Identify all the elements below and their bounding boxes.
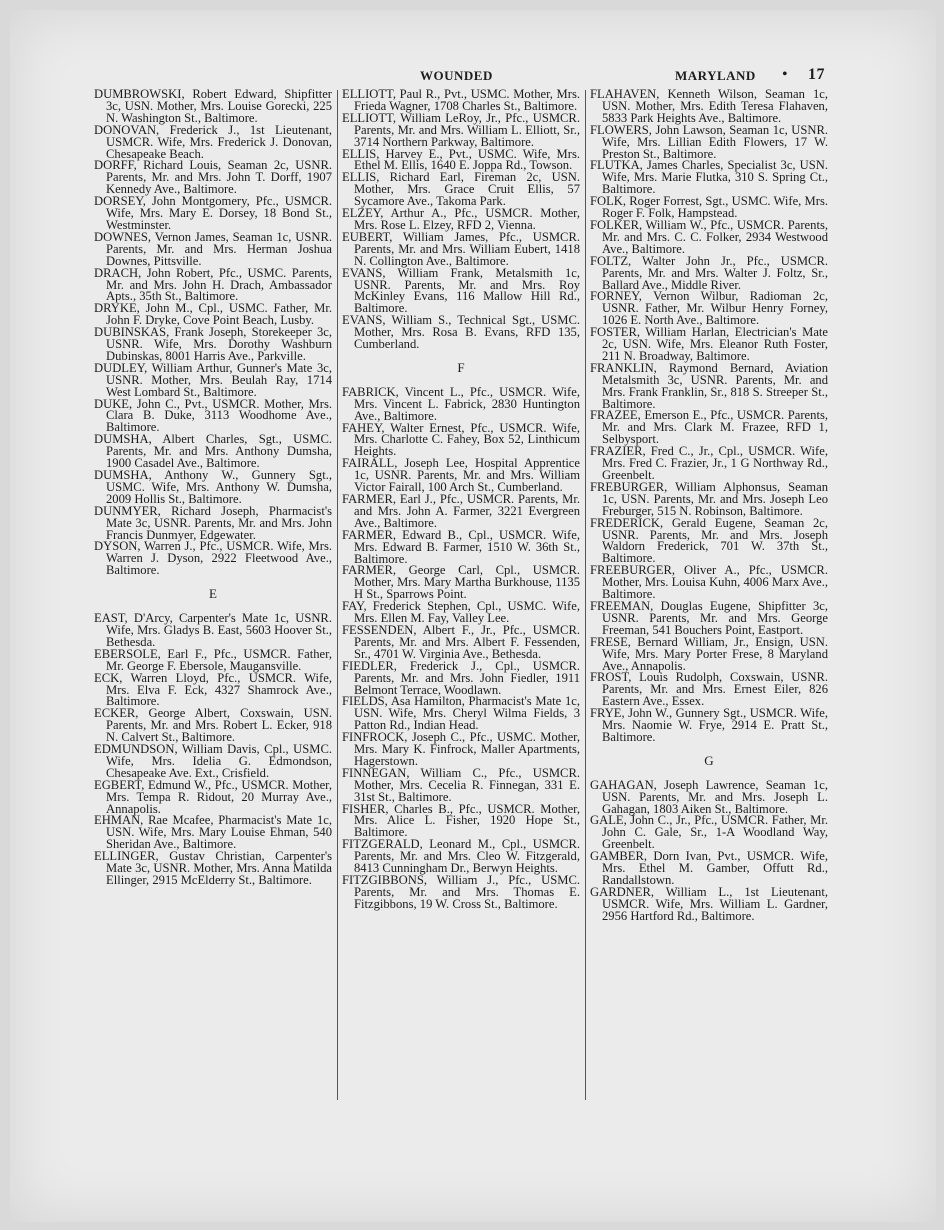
column-3 [590, 89, 828, 923]
casualty-entry: FIEDLER, Frederick J., Cpl., USMCR. Parents, Mr. and Mrs. John Fiedler, 1911 Belmont Terrace, Woodlawn. [342, 658, 580, 697]
casualty-entry: EGBERT, Edmund W., Pfc., USMCR. Mother, Mrs. Tempa R. Ridout, 20 Murray Ave., Annapolis. [94, 777, 332, 816]
casualty-entry: FOLTZ, Walter John Jr., Pfc., USMCR. Parents, Mr. and Mrs. Walter J. Foltz, Sr., Ballard Ave., Middle River. [590, 253, 828, 292]
casualty-entry: EVANS, William S., Technical Sgt., USMC. Mother, Mrs. Rosa B. Evans, RFD 135, Cumberland. [342, 313, 580, 352]
casualty-entry: DUKE, John C., Pvt., USMCR. Mother, Mrs. Clara B. Duke, 3113 Woodhome Ave., Baltimore. [94, 396, 332, 435]
casualty-entry: DOWNES, Vernon James, Seaman 1c, USNR. Parents, Mr. and Mrs. Herman Joshua Downes, Pittsville. [94, 229, 332, 268]
casualty-entry: ELLIOTT, William LeRoy, Jr., Pfc., USMCR. Parents, Mr. and Mrs. William L. Elliott, Sr., 3714 Northern Parkway, Baltimore. [342, 110, 580, 149]
casualty-entry: DUMSHA, Albert Charles, Sgt., USMC. Parents, Mr. and Mrs. Anthony Dumsha, 1900 Casadel Ave., Baltimore. [94, 432, 332, 471]
casualty-entry: FREBURGER, William Alphonsus, Seaman 1c, USN. Parents, Mr. and Mrs. Joseph Leo Freburger, 515 N. Robinson, Baltimore. [590, 479, 828, 518]
casualty-entry: EDMUNDSON, William Davis, Cpl., USMC. Wife, Mrs. Idelia G. Edmondson, Chesapeake Ave. Ext., Crisfield. [94, 742, 332, 780]
casualty-entry: FAY, Frederick Stephen, Cpl., USMC. Wife, Mrs. Ellen M. Fay, Valley Lee. [342, 599, 580, 626]
casualty-entry: FAIRALL, Joseph Lee, Hospital Apprentice 1c, USNR. Parents, Mr. and Mrs. William Victor Fairall, 100 Arch St., Cumberland. [342, 456, 580, 495]
casualty-entry: EUBERT, William James, Pfc., USMCR. Parents, Mr. and Mrs. William Eubert, 1418 N. Collington Ave., Baltimore. [342, 229, 580, 268]
casualty-entry: FINFROCK, Joseph C., Pfc., USMC. Mother, Mrs. Mary K. Finfrock, Maller Apartments, Hagerstown. [342, 730, 580, 768]
casualty-entry: FOLK, Roger Forrest, Sgt., USMC. Wife, Mrs. Roger F. Folk, Hampstead. [590, 194, 828, 221]
casualty-entry: GALE, John C., Jr., Pfc., USMCR. Father, Mr. John C. Gale, Sr., 1-A Woodland Way, Greenbelt. [590, 813, 828, 852]
casualty-entry: ELZEY, Arthur A., Pfc., USMCR. Mother, Mrs. Rose L. Elzey, RFD 2, Vienna. [342, 206, 580, 232]
casualty-entry: DONOVAN, Frederick J., 1st Lieutenant, USMCR. Wife, Mrs. Frederick J. Donovan, Chesapeake Beach. [94, 122, 332, 161]
state-name: MARYLAND [675, 68, 756, 83]
casualty-entry: FISHER, Charles B., Pfc., USMCR. Mother, Mrs. Alice L. Fisher, 1920 Hope St., Baltimore. [342, 801, 580, 840]
casualty-entry: DYSON, Warren J., Pfc., USMCR. Wife, Mrs. Warren J. Dyson, 2922 Fleetwood Ave., Baltimore. [94, 539, 332, 578]
casualty-entry: GAMBER, Dorn Ivan, Pvt., USMCR. Wife, Mrs. Ethel M. Gamber, Offutt Rd., Randallstown. [590, 849, 828, 887]
casualty-entry: FARMER, George Carl, Cpl., USMCR. Mother, Mrs. Mary Martha Burkhouse, 1135 H St., Sparrows Point. [342, 563, 580, 602]
casualty-entry: FOSTER, William Harlan, Electrician's Mate 2c, USN. Wife, Mrs. Eleanor Ruth Foster, 211 N. Broadway, Baltimore. [590, 325, 828, 363]
page-header [10, 66, 936, 88]
casualty-entry: FAHEY, Walter Ernest, Pfc., USMCR. Wife, Mrs. Charlotte C. Fahey, Box 52, Linthicum Heights. [342, 420, 580, 459]
casualty-entry: ELLIS, Richard Earl, Fireman 2c, USN. Mother, Mrs. Grace Cruit Ellis, 57 Sycamore Ave., Takoma Park. [342, 170, 580, 209]
casualty-entry: FOLKER, William W., Pfc., USMCR. Parents, Mr. and Mrs. C. C. Folker, 2934 Westwood Ave., Baltimore. [590, 217, 828, 256]
document-page [10, 10, 936, 1222]
casualty-entry: DUMBROWSKI, Robert Edward, Shipfitter 3c, USN. Mother, Mrs. Louise Gorecki, 225 N. Washington St., Baltimore. [94, 87, 332, 125]
section-letter: G [704, 752, 714, 768]
casualty-entry: FITZGIBBONS, William J., Pfc., USMC. Parents, Mr. and Mrs. Thomas E. Fitzgibbons, 19 W. Cross St., Baltimore. [342, 873, 580, 911]
header-bullet: • [782, 66, 789, 83]
casualty-entry: FLOWERS, John Lawson, Seaman 1c, USNR. Wife, Mrs. Lillian Edith Flowers, 17 W. Preston St., Baltimore. [590, 122, 828, 161]
casualty-entry: FINNEGAN, William C., Pfc., USMCR. Mother, Mrs. Cecelia R. Finnegan, 331 E. 31st St., Baltimore. [342, 765, 580, 804]
casualty-entry: FROST, Louis Rudolph, Coxswain, USNR. Parents, Mr. and Mrs. Ernest Eiler, 826 Eastern Ave., Essex. [590, 670, 828, 709]
casualty-entry: EHMAN, Rae Mcafee, Pharmacist's Mate 1c, USN. Wife, Mrs. Mary Louise Ehman, 540 Sheridan Ave., Baltimore. [94, 813, 332, 852]
casualty-entry: FREEMAN, Douglas Eugene, Shipfitter 3c, USNR. Parents, Mr. and Mrs. George Freeman, 541 Bouchers Point, Eastport. [590, 598, 828, 637]
casualty-entry: FREEBURGER, Oliver A., Pfc., USMCR. Mother, Mrs. Louisa Kuhn, 4006 Marx Ave., Baltimore. [590, 563, 828, 602]
casualty-entry: FORNEY, Vernon Wilbur, Radioman 2c, USNR. Father, Mr. Wilbur Henry Forney, 1026 E. North Ave., Baltimore. [590, 289, 828, 328]
casualty-entry: FRAZIER, Fred C., Jr., Cpl., USMCR. Wife, Mrs. Fred C. Frazier, Jr., 1 G Northway Rd., Greenbelt. [590, 444, 828, 482]
casualty-entry: DRYKE, John M., Cpl., USMC. Father, Mr. John F. Dryke, Cove Point Beach, Lusby. [94, 301, 332, 328]
casualty-entry: FARMER, Edward B., Cpl., USMCR. Wife, Mrs. Edward B. Farmer, 1510 W. 36th St., Baltimore. [342, 527, 580, 566]
casualty-entry: FLUTKA, James Charles, Specialist 3c, USN. Wife, Mrs. Marie Flutka, 310 S. Spring Ct., Baltimore. [590, 158, 828, 197]
page-number: 17 [808, 66, 825, 83]
casualty-entry: FREDERICK, Gerald Eugene, Seaman 2c, USNR. Parents, Mr. and Mrs. Joseph Waldorn Frederick, 701 W. 37th St., Baltimore. [590, 515, 828, 566]
casualty-entry: DUNMYER, Richard Joseph, Pharmacist's Mate 3c, USNR. Parents, Mr. and Mrs. John Francis Dunmyer, Edgewater. [94, 503, 332, 542]
column-2 [342, 89, 580, 911]
casualty-entry: FARMER, Earl J., Pfc., USMCR. Parents, Mr. and Mrs. John A. Farmer, 3221 Evergreen Ave., Baltimore. [342, 492, 580, 530]
section-letter: E [209, 586, 217, 602]
column-rule [337, 90, 338, 1100]
casualty-entry: FIELDS, Asa Hamilton, Pharmacist's Mate 1c, USN. Wife, Mrs. Cheryl Wilma Fields, 3 Patton Rd., Indian Head. [342, 694, 580, 733]
casualty-entry: FITZGERALD, Leonard M., Cpl., USMCR. Parents, Mr. and Mrs. Cleo W. Fitzgerald, 8413 Cunningham Dr., Berwyn Heights. [342, 837, 580, 876]
casualty-entry: EAST, D'Arcy, Carpenter's Mate 1c, USNR. Wife, Mrs. Gladys B. East, 5603 Hoover St., Bethesda. [94, 611, 332, 649]
casualty-entry: ELLIOTT, Paul R., Pvt., USMC. Mother, Mrs. Frieda Wagner, 1708 Charles St., Baltimore. [342, 87, 580, 113]
casualty-entry: DUDLEY, William Arthur, Gunner's Mate 3c, USNR. Mother, Mrs. Beulah Ray, 1714 West Lombard St., Baltimore. [94, 360, 332, 399]
column-rule [585, 90, 586, 1100]
casualty-entry: FRANKLIN, Raymond Bernard, Aviation Metalsmith 3c, USNR. Parents, Mr. and Mrs. Frank Franklin, Sr., 818 S. Streeper St., Baltimore. [590, 360, 828, 411]
casualty-entry: ECKER, George Albert, Coxswain, USN. Parents, Mr. and Mrs. Robert L. Ecker, 918 N. Calvert St., Baltimore. [94, 706, 332, 745]
casualty-entry: FRYE, John W., Gunnery Sgt., USMCR. Wife, Mrs. Naomie W. Frye, 2914 E. Pratt St., Baltimore. [590, 706, 828, 744]
casualty-entry: DUMSHA, Anthony W., Gunnery Sgt., USMC. Wife, Mrs. Anthony W. Dumsha, 2009 Hollis St., Baltimore. [94, 468, 332, 506]
casualty-entry: DUBINSKAS, Frank Joseph, Storekeeper 3c, USNR. Wife, Mrs. Dorothy Washburn Dubinskas, 8001 Harris Ave., Parkville. [94, 325, 332, 363]
casualty-entry: EVANS, William Frank, Metalsmith 1c, USNR. Parents, Mr. and Mrs. Roy McKinley Evans, 116 Mallow Hill Rd., Baltimore. [342, 265, 580, 316]
casualty-entry: ELLINGER, Gustav Christian, Carpenter's Mate 3c, USNR. Mother, Mrs. Anna Matilda Ellinger, 2915 McElderry St., Baltimore. [94, 849, 332, 887]
casualty-entry: ECK, Warren Lloyd, Pfc., USMCR. Wife, Mrs. Elva F. Eck, 4327 Shamrock Ave., Baltimore. [94, 670, 332, 709]
casualty-entry: FLAHAVEN, Kenneth Wilson, Seaman 1c, USN. Mother, Mrs. Edith Teresa Flahaven, 5833 Park Heights Ave., Baltimore. [590, 87, 828, 125]
section-title: WOUNDED [420, 68, 493, 83]
casualty-entry: GARDNER, William L., 1st Lieutenant, USMCR. Wife, Mrs. William L. Gardner, 2956 Hartford Rd., Baltimore. [590, 884, 828, 923]
casualty-entry: DRACH, John Robert, Pfc., USMC. Parents, Mr. and Mrs. John H. Drach, Ambassador Apts., 35th St., Baltimore. [94, 265, 332, 304]
casualty-entry: GAHAGAN, Joseph Lawrence, Seaman 1c, USN. Parents, Mr. and Mrs. Joseph L. Gahagan, 1803 Aiken St., Baltimore. [590, 777, 828, 816]
casualty-entry: ELLIS, Harvey E., Pvt., USMC. Wife, Mrs. Ethel M. Ellis, 1640 E. Joppa Rd., Towson. [342, 146, 580, 173]
casualty-entry: EBERSOLE, Earl F., Pfc., USMCR. Father, Mr. George F. Ebersole, Maugansville. [94, 646, 332, 673]
casualty-entry: FABRICK, Vincent L., Pfc., USMCR. Wife, Mrs. Vincent L. Fabrick, 2830 Huntington Ave., Baltimore. [342, 384, 580, 423]
column-1 [94, 89, 332, 887]
casualty-entry: FRESE, Bernard William, Jr., Ensign, USN. Wife, Mrs. Mary Porter Frese, 8 Maryland Ave., Annapolis. [590, 634, 828, 673]
casualty-entry: FRAZEE, Emerson E., Pfc., USMCR. Parents, Mr. and Mrs. Clark M. Frazee, RFD 1, Selbysport. [590, 408, 828, 447]
section-letter: F [457, 359, 465, 375]
casualty-entry: DORFF, Richard Louis, Seaman 2c, USNR. Parents, Mr. and Mrs. John T. Dorff, 1907 Kennedy Ave., Baltimore. [94, 158, 332, 197]
casualty-entry: DORSEY, John Montgomery, Pfc., USMCR. Wife, Mrs. Mary E. Dorsey, 18 Bond St., Westminster. [94, 194, 332, 232]
casualty-entry: FESSENDEN, Albert F., Jr., Pfc., USMCR. Parents, Mr. and Mrs. Albert F. Fessenden, Sr., 4701 W. Virginia Ave., Bethesda. [342, 622, 580, 661]
